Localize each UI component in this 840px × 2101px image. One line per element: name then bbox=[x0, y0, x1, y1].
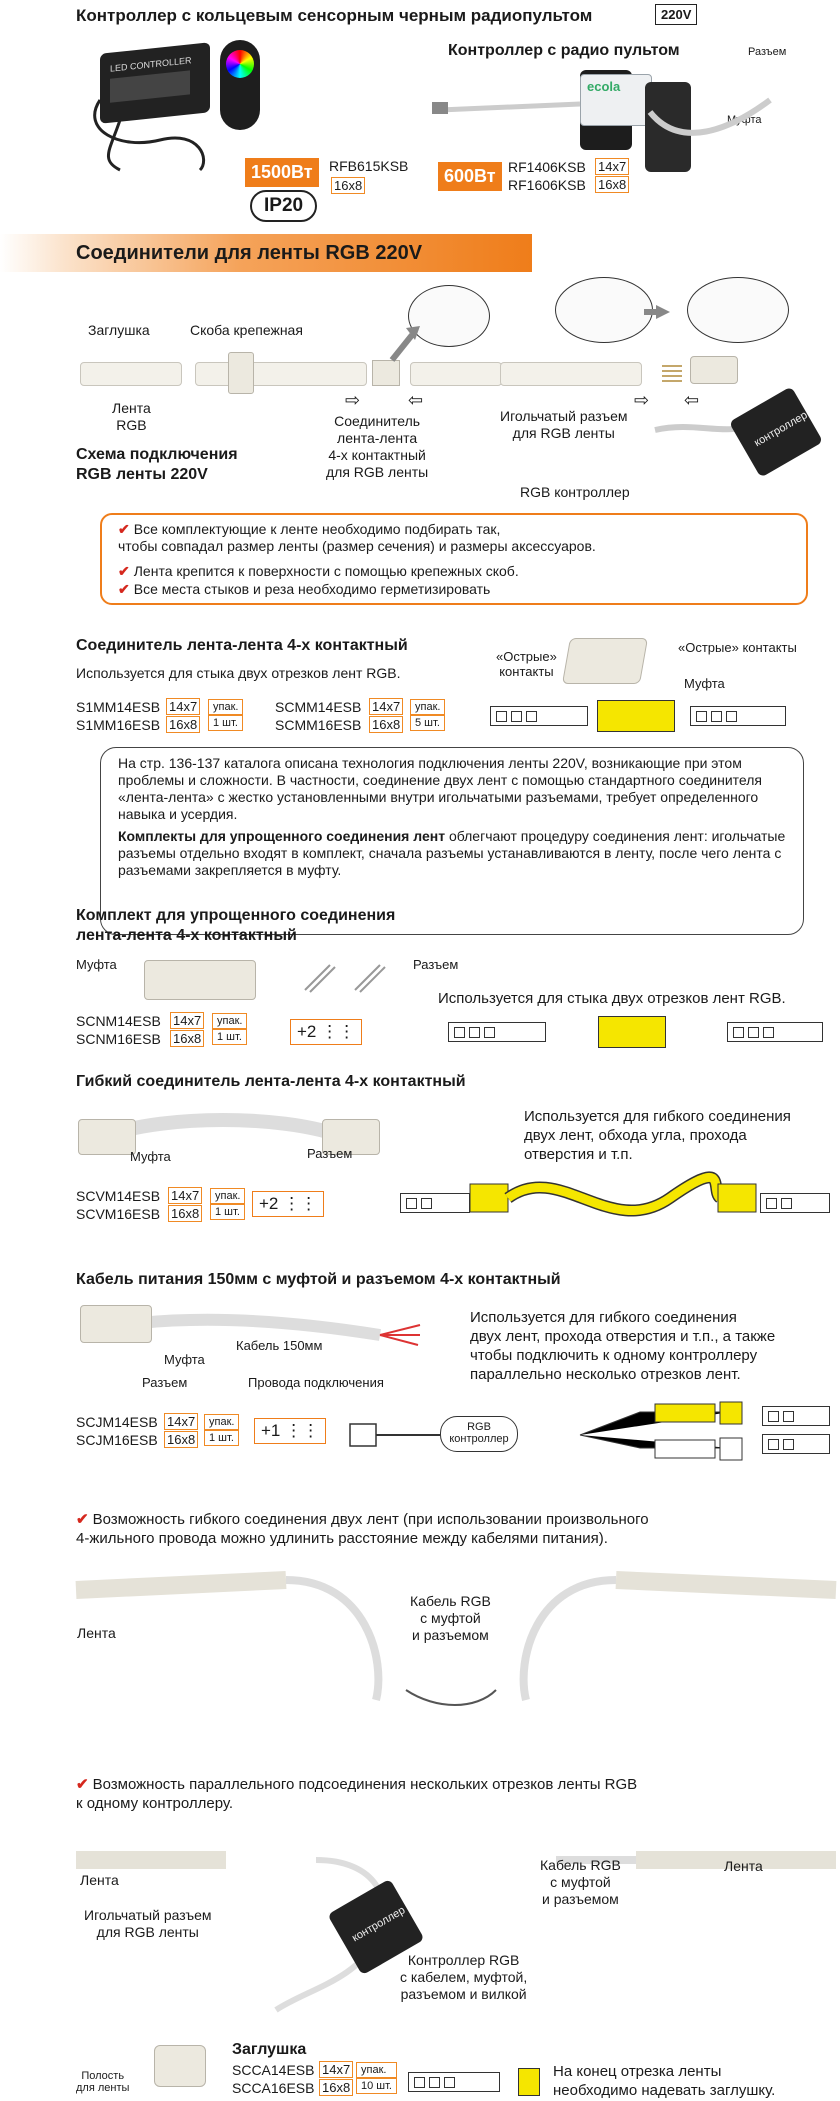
cable-row2-size: 16х8 bbox=[164, 1431, 198, 1448]
s4-ostrye-left: «Острые» контакты bbox=[496, 649, 557, 679]
parallel-igolch: Игольчатый разъем для RGB ленты bbox=[84, 1907, 212, 1940]
s4-desc: Используется для стыка двух отрезков лент RGB. bbox=[76, 665, 401, 681]
s4-alt-row1-code: SCMM14ESB bbox=[275, 699, 362, 715]
cable-upak-qty: 1 шт. bbox=[204, 1430, 239, 1446]
note-item-3: ✔ Все места стыков и реза необходимо герметизировать bbox=[118, 581, 491, 597]
s4-alt-upak-box bbox=[410, 699, 445, 731]
flex-row2-size: 16х8 bbox=[168, 1205, 202, 1222]
kit-desc: Используется для стыка двух отрезков лент RGB. bbox=[438, 990, 786, 1007]
kit-upak-qty: 1 шт. bbox=[212, 1029, 247, 1045]
cable-strip-bottom bbox=[762, 1434, 830, 1454]
flex-row1-size: 14х7 bbox=[168, 1187, 202, 1204]
scheme-title: Схема подключения RGB ленты 220V bbox=[76, 446, 238, 483]
plug-desc: На конец отрезка ленты необходимо надевать заглушку. bbox=[553, 2063, 776, 2099]
s4-strip-right bbox=[690, 706, 786, 726]
rgb-controller-oval-text: RGB контроллер bbox=[449, 1421, 509, 1445]
kit-mufta: Муфта bbox=[76, 957, 117, 972]
kit-row1-code: SCNM14ESB bbox=[76, 1013, 161, 1029]
s4-mufta-label: Муфта bbox=[684, 676, 725, 691]
s4-upak-qty: 1 шт. bbox=[208, 715, 243, 731]
watt-600: 600Вт bbox=[438, 162, 502, 191]
rgb-controller-oval bbox=[440, 1416, 518, 1452]
flex-row1-code: SCVM14ESB bbox=[76, 1188, 161, 1204]
s4-title: Соединитель лента-лента 4-х контактный bbox=[76, 637, 408, 654]
s4-ostrye-right: «Острые» контакты bbox=[678, 640, 797, 655]
plug-photo bbox=[154, 2045, 206, 2087]
cable-length-label: Кабель 150мм bbox=[236, 1338, 323, 1353]
size-16x8: 16х8 bbox=[331, 177, 365, 194]
size-14x7-rf: 14х7 bbox=[595, 158, 629, 175]
flex-strip-right bbox=[760, 1193, 830, 1213]
label-razem-top: Разъем bbox=[748, 46, 787, 58]
s4-row1-size: 14х7 bbox=[166, 698, 200, 715]
code-rfb615: RFB615KSB bbox=[329, 158, 409, 174]
flex-note-cable: Кабель RGB с муфтой и разъемом bbox=[410, 1593, 491, 1643]
flex-razem: Разъем bbox=[307, 1146, 353, 1161]
plug-yellow-cap bbox=[518, 2068, 540, 2096]
s4-upak-label: упак. bbox=[208, 699, 243, 715]
plug-polost: Полость для ленты bbox=[76, 2070, 130, 2094]
label-zaglushka: Заглушка bbox=[88, 322, 150, 338]
flex-plus-pins: +2 ⋮⋮ bbox=[252, 1191, 324, 1217]
arrow-left-1: ⇦ bbox=[408, 390, 424, 410]
plug-upak-qty: 10 шт. bbox=[356, 2078, 397, 2094]
top-title: Контроллер с кольцевым сенсорным черным радиопультом bbox=[76, 6, 593, 25]
plug-title: Заглушка bbox=[232, 2041, 307, 2058]
info-p1: На стр. 136-137 каталога описана технология подключения ленты 220V, возникающие при этом проблемы и сложности. В частности, соединение двух лент с помощью стандартного соединителя «лента-лента» с жестко установленными внутри игольчатыми разъемами, требует определенного навыка и усердия. bbox=[118, 755, 762, 822]
arrow-right-2: ⇨ bbox=[634, 390, 650, 410]
flex-row2-code: SCVM16ESB bbox=[76, 1206, 161, 1222]
cable-strip-top bbox=[762, 1406, 830, 1426]
s4-row2-code: S1MM16ESB bbox=[76, 717, 161, 733]
flex-upak-qty: 1 шт. bbox=[210, 1204, 245, 1220]
arrow-left-2: ⇦ bbox=[684, 390, 700, 410]
parallel-note: ✔ Возможность параллельного подсоединения нескольких отрезков ленты RGB к одному контроллеру. bbox=[76, 1776, 638, 1812]
label-igolch: Игольчатый разъем для RGB ленты bbox=[500, 408, 628, 441]
flex-desc: Используется для гибкого соединения двух лент, обхода угла, прохода отверстия и т.п. bbox=[524, 1108, 791, 1163]
kit-razem: Разъем bbox=[413, 957, 459, 972]
cable-mufta: Муфта bbox=[164, 1352, 205, 1367]
parallel-ctrl-rgb: Контроллер RGB с кабелем, муфтой, разъемом и вилкой bbox=[400, 1952, 528, 2002]
kit-strip-left bbox=[448, 1022, 546, 1042]
s4-yellow-muft bbox=[597, 700, 675, 732]
flex-upak-label: упак. bbox=[210, 1188, 245, 1204]
watt-1500: 1500Вт bbox=[245, 158, 319, 187]
kit-plus-pins: +2 ⋮⋮ bbox=[290, 1019, 362, 1045]
kit-upak-box bbox=[212, 1013, 247, 1045]
kit-pins-photo bbox=[300, 960, 390, 996]
controller-word: контроллер bbox=[752, 409, 810, 450]
parallel-cable: Кабель RGB с муфтой и разъемом bbox=[540, 1857, 621, 1907]
s4-alt-upak-label: упак. bbox=[410, 699, 445, 715]
cable-row2-code: SCJM16ESB bbox=[76, 1432, 158, 1448]
controller-label: LED CONTROLLER bbox=[110, 55, 192, 74]
s4-alt-row2-size: 16х8 bbox=[369, 716, 403, 733]
label-mufta-top: Муфта bbox=[727, 114, 762, 126]
cable-title: Кабель питания 150мм с муфтой и разъемом 4-х контактный bbox=[76, 1271, 561, 1288]
size-16x8-rf: 16х8 bbox=[595, 176, 629, 193]
flex-note: ✔ Возможность гибкого соединения двух лент (при использовании произвольного 4-жильного провода можно удлинить расстояние между кабелями питания). bbox=[76, 1511, 649, 1547]
s4-alt-row2-code: SCMM16ESB bbox=[275, 717, 362, 733]
s4-row1-code: S1MM14ESB bbox=[76, 699, 161, 715]
note-item-2: ✔ Лента крепится к поверхности с помощью крепежных скоб. bbox=[118, 563, 519, 579]
s4-strip-left bbox=[490, 706, 588, 726]
code-rf1406: RF1406KSB bbox=[508, 159, 586, 175]
parallel-lenta-left: Лента bbox=[80, 1872, 119, 1888]
kit-row1-size: 14х7 bbox=[170, 1012, 204, 1029]
connectors-title: Соединители для ленты RGB 220V bbox=[76, 242, 423, 264]
label-soedinitel: Соединитель лента-лента 4-х контактный для RGB ленты bbox=[326, 413, 429, 480]
plug-row1-size: 14х7 bbox=[319, 2061, 353, 2078]
cable-razem: Разъем bbox=[142, 1375, 188, 1390]
plug-row2-size: 16х8 bbox=[319, 2079, 353, 2096]
plug-strip bbox=[408, 2072, 500, 2092]
cable-row1-code: SCJM14ESB bbox=[76, 1414, 158, 1430]
voltage-badge: 220V bbox=[655, 4, 697, 25]
info-p2: Комплекты для упрощенного соединения лент облегчают процедуру соединения лент: игольчатые разъемы отдельно входят в комплект, сначала разъемы устанавливаются в ленту, после чего лента с разъемами закрепляется в муфту. bbox=[118, 828, 786, 878]
kit-upak-label: упак. bbox=[212, 1013, 247, 1029]
cable-desc: Используется для гибкого соединения двух лент, прохода отверстия и т.п., а также чтобы подключить к одному контроллеру параллельно несколько отрезков лент. bbox=[470, 1309, 776, 1383]
code-rf1606: RF1606KSB bbox=[508, 177, 586, 193]
cable-row1-size: 14х7 bbox=[164, 1413, 198, 1430]
s4-row2-size: 16х8 bbox=[166, 716, 200, 733]
flex-mufta: Муфта bbox=[130, 1149, 171, 1164]
right-controller-title: Контроллер с радио пультом bbox=[448, 42, 680, 59]
note-item-1: ✔ Все комплектующие к ленте необходимо подбирать так, чтобы совпадал размер ленты (размер сечения) и размеры аксессуаров. bbox=[118, 521, 596, 554]
flex-upak-box bbox=[210, 1188, 245, 1220]
flex-strip-left bbox=[400, 1193, 470, 1213]
cable-plus-pins: +1 ⋮⋮ bbox=[254, 1418, 326, 1444]
s4-alt-upak-qty: 5 шт. bbox=[410, 715, 445, 731]
flex-yellow-cable bbox=[470, 1170, 760, 1230]
kit-yellow-muft bbox=[598, 1016, 666, 1048]
s4-connector-photo bbox=[562, 638, 648, 684]
kit-row2-size: 16х8 bbox=[170, 1030, 204, 1047]
plug-upak-box bbox=[356, 2062, 397, 2094]
ecola-brand: ecola bbox=[587, 79, 621, 94]
plug-row2-code: SCCA16ESB bbox=[232, 2080, 315, 2096]
flex-title: Гибкий соединитель лента-лента 4-х контактный bbox=[76, 1073, 466, 1090]
cable-wires: Провода подключения bbox=[248, 1375, 384, 1390]
flex-note-lenta: Лента bbox=[77, 1625, 116, 1641]
cable-upak-box bbox=[204, 1414, 239, 1446]
cable-upak-label: упак. bbox=[204, 1414, 239, 1430]
ip20-badge: IP20 bbox=[250, 190, 317, 222]
arrow-right-1: ⇨ bbox=[345, 390, 361, 410]
s4-alt-row1-size: 14х7 bbox=[369, 698, 403, 715]
kit-strip-right bbox=[727, 1022, 823, 1042]
label-skoba: Скоба крепежная bbox=[190, 322, 303, 338]
kit-row2-code: SCNM16ESB bbox=[76, 1031, 161, 1047]
parallel-lenta-right: Лента bbox=[724, 1858, 763, 1874]
label-rgb-controller: RGB контроллер bbox=[520, 484, 630, 500]
parallel-controller-word: контроллер bbox=[349, 1904, 408, 1945]
kit-title: Комплект для упрощенного соединения лента-лента 4-х контактный bbox=[76, 907, 396, 944]
label-lenta-rgb: Лента RGB bbox=[112, 400, 151, 433]
kit-muft-photo bbox=[144, 960, 256, 1000]
plug-row1-code: SCCA14ESB bbox=[232, 2062, 315, 2078]
s4-upak-box bbox=[208, 699, 243, 731]
plug-upak-label: упак. bbox=[356, 2062, 397, 2078]
